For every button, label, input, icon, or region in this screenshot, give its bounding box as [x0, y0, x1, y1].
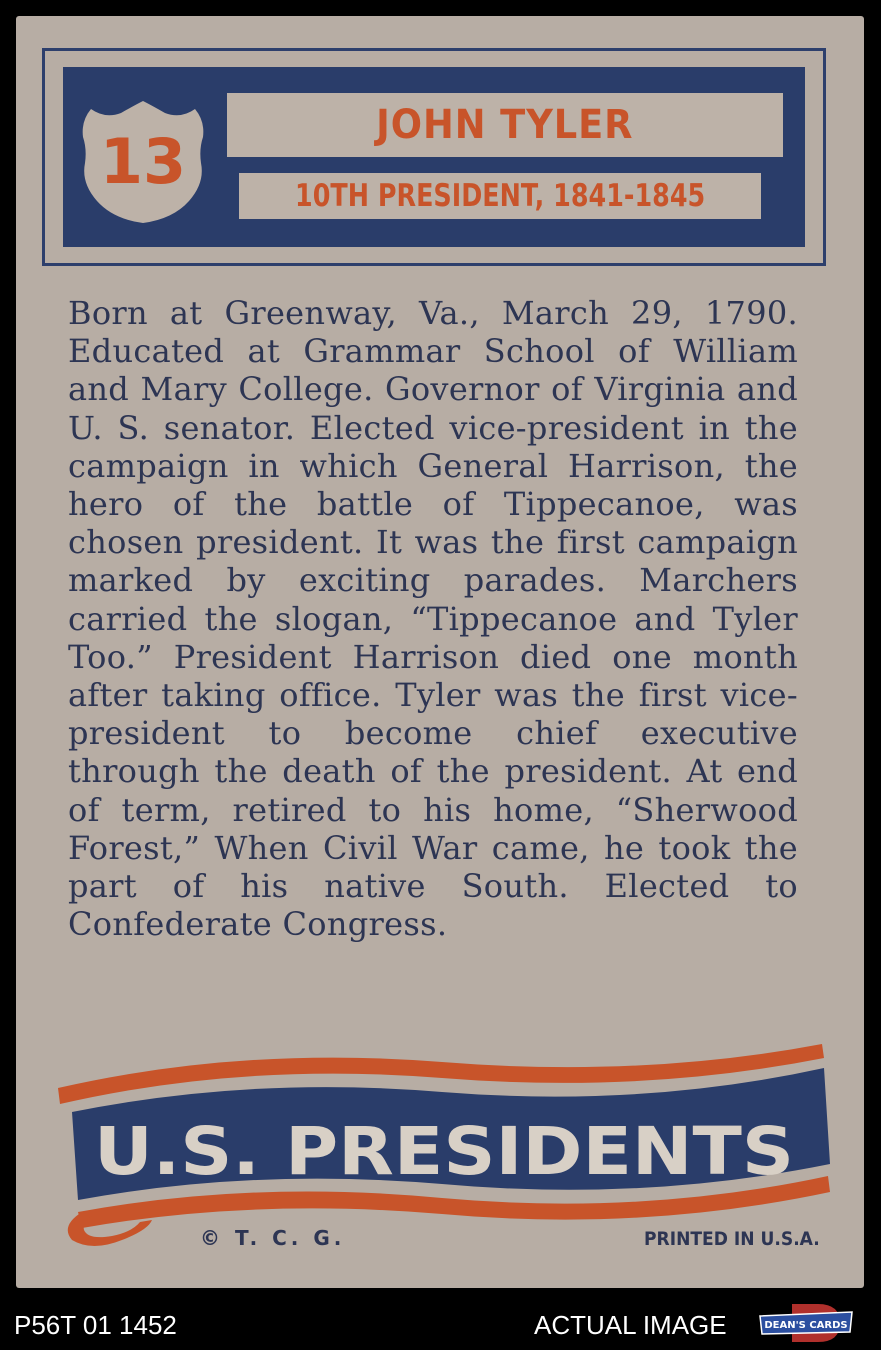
header-frame — [42, 48, 826, 266]
name-box — [227, 93, 783, 157]
printed-text: PRINTED IN U.S.A. — [644, 1228, 820, 1250]
copyright-text: © T. C. G. — [200, 1226, 346, 1250]
deans-cards-logo — [758, 1302, 854, 1344]
header-panel — [63, 67, 805, 247]
term-box — [239, 173, 761, 219]
biography-text: Born at Greenway, Va., March 29, 1790. Educated at Grammar School of William and Mary College. Governor of Virginia and U. S. senator. Elected vice-president in the campaign in which General Harrison, the hero of the battle of Tippecanoe, was chosen president. It was the first campaign marked by exciting parades. Marchers carried the slogan, “Tippecanoe and Tyler Too.” President Harrison died one month after taking office. Tyler was the first vice-president to become chief executive through the death of the president. At end of term, retired to his home, “Sherwood Forest,” When Civil War came, he took the part of his native South. Elected to Confederate Congress. — [68, 294, 798, 944]
trading-card-back — [16, 16, 864, 1288]
us-presidents-banner — [52, 1026, 832, 1256]
card-number: 13 — [99, 125, 187, 198]
card-code-caption: P56T 01 1452 — [14, 1310, 177, 1340]
president-name: JOHN TYLER — [376, 102, 634, 148]
actual-image-caption: ACTUAL IMAGE — [534, 1310, 727, 1340]
president-term: 10TH PRESIDENT, 1841-1845 — [294, 178, 706, 214]
banner-title: U.S. PRESIDENTS — [94, 1113, 794, 1190]
shield-badge — [77, 97, 209, 225]
logo-text: DEAN'S CARDS — [764, 1320, 848, 1331]
